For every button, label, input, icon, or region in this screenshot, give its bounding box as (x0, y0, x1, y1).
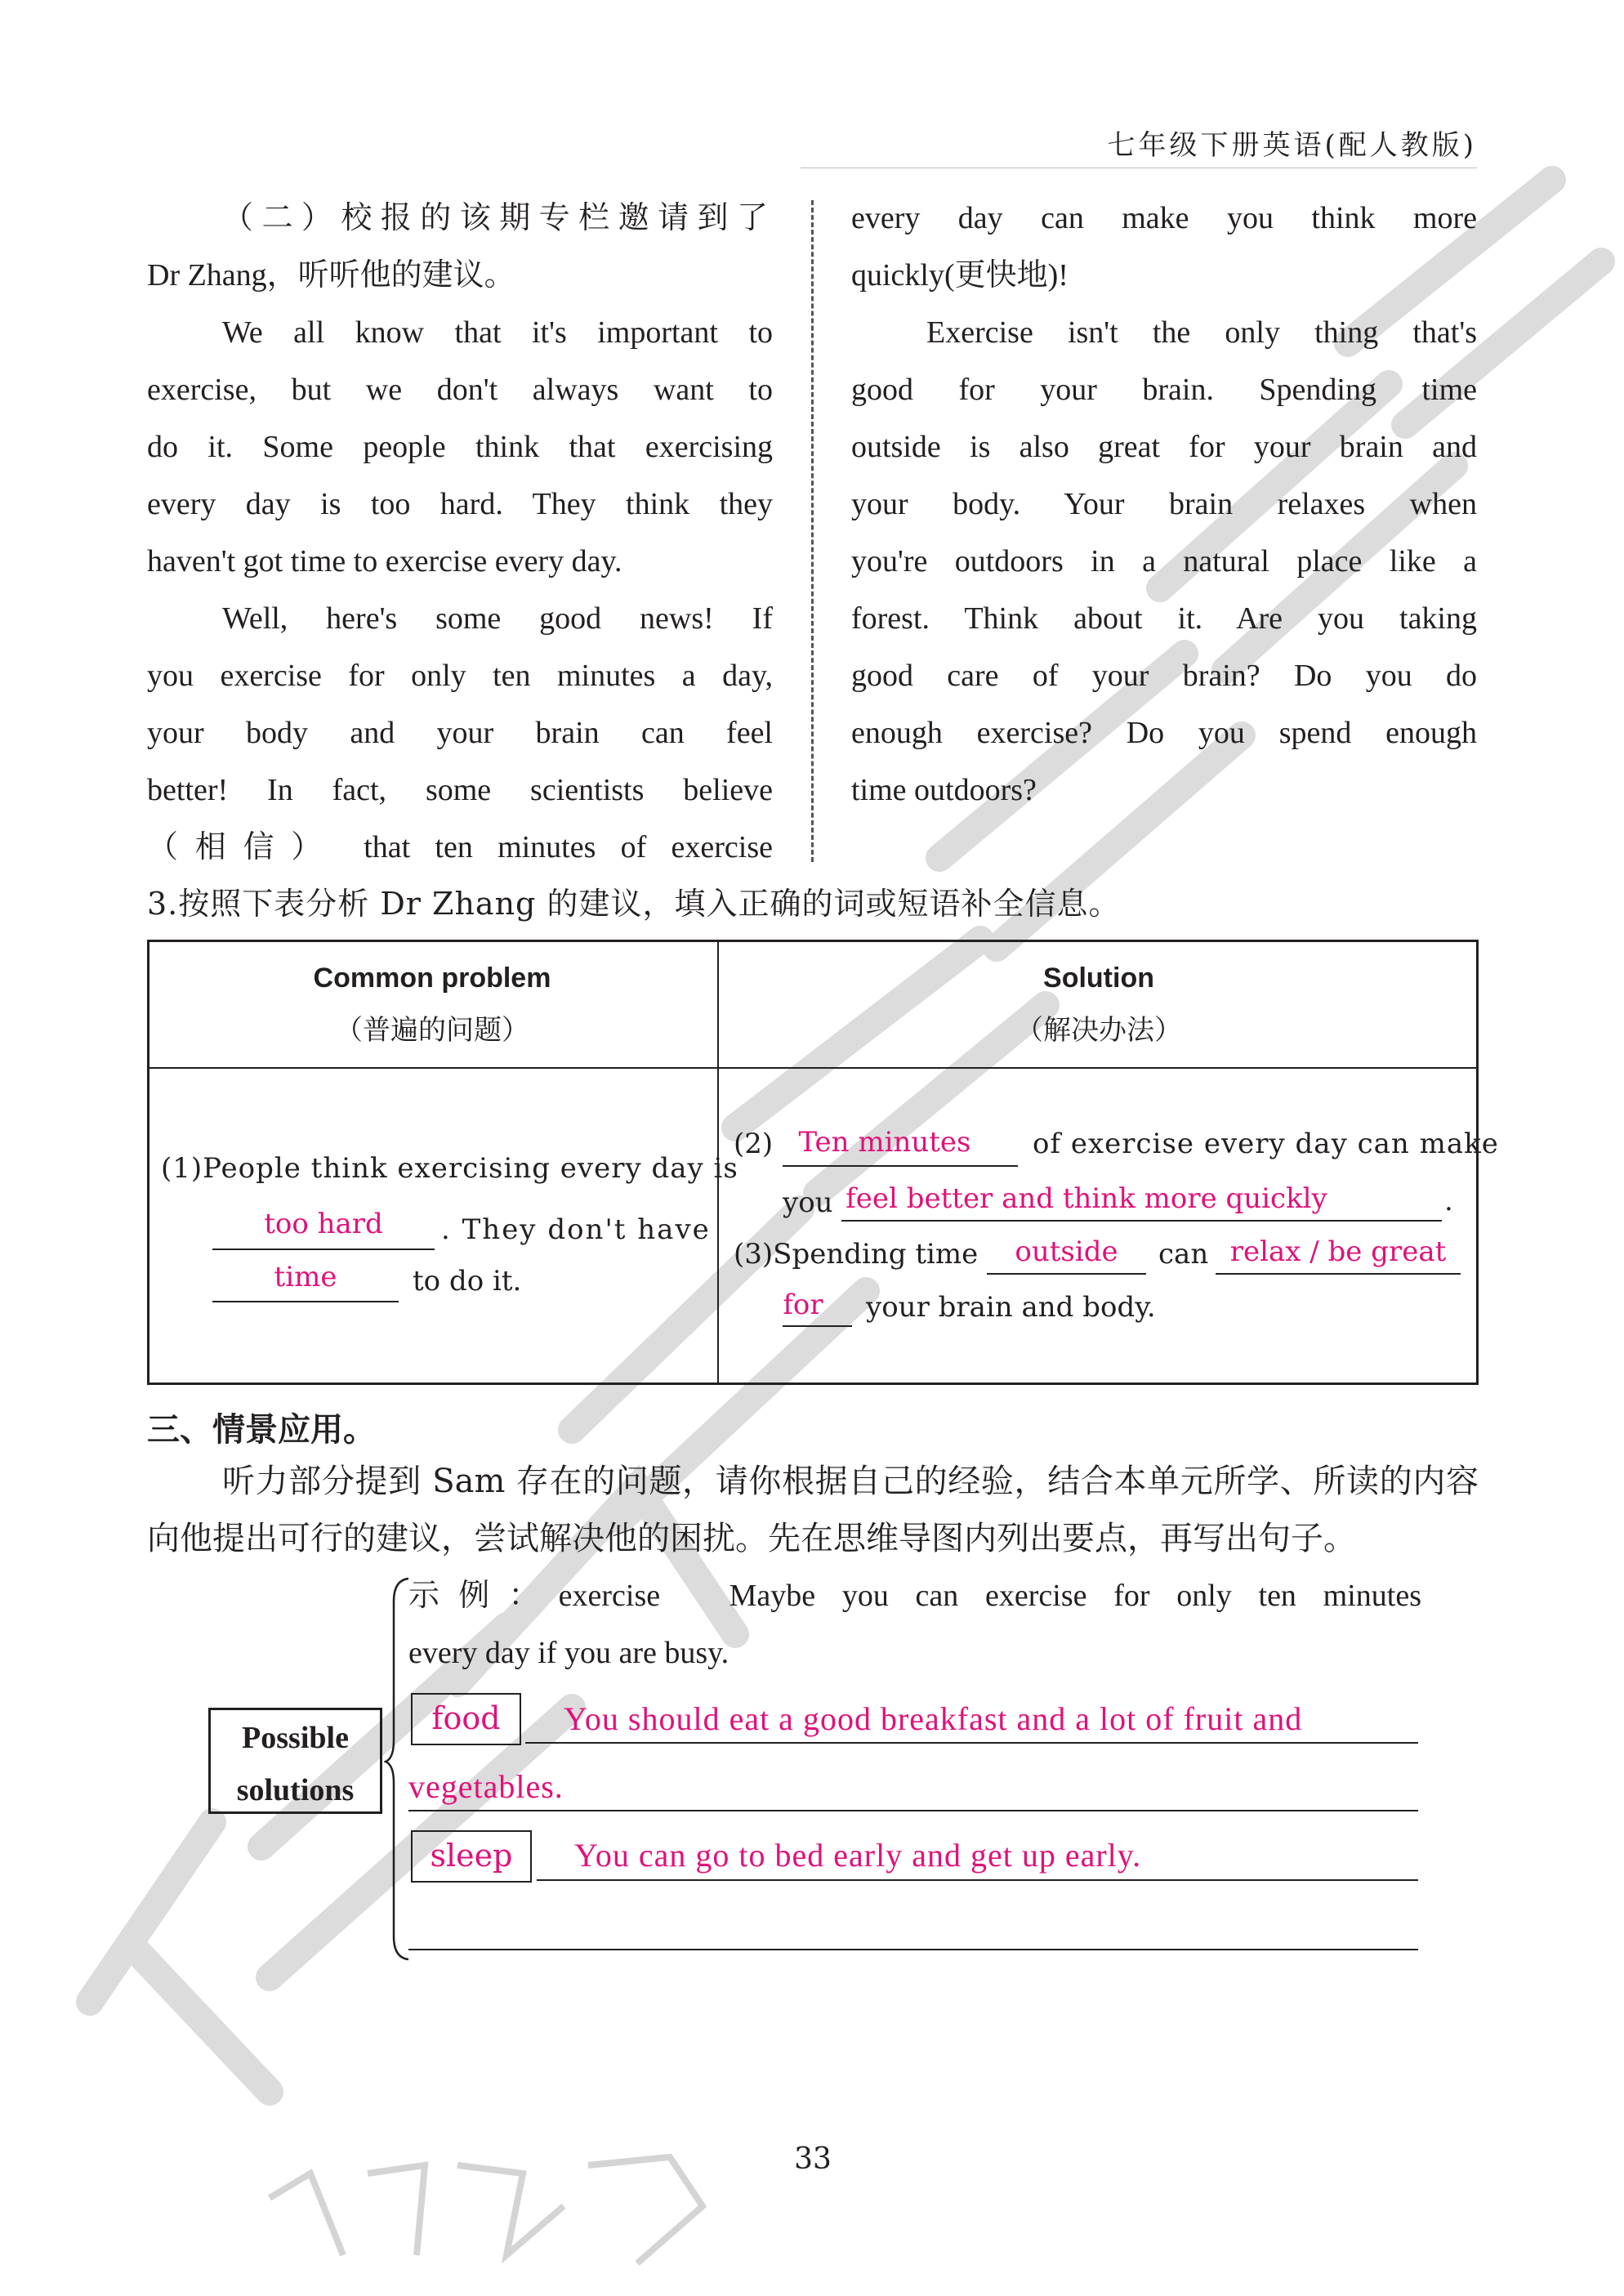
keyword-box-food: food (411, 1693, 521, 1745)
blank-line (987, 1273, 1146, 1275)
blank-line (783, 1165, 1018, 1167)
example-answer (408, 1567, 1421, 1682)
passage-line: （二）校报的该期专栏邀请到了 (222, 201, 773, 235)
passage-line: good for your brain. Spending time (851, 373, 1477, 407)
answer-time: time (274, 1261, 337, 1293)
answer-for: for (783, 1289, 823, 1321)
passage-line: time outdoors? (851, 773, 1037, 807)
passage-right-column (851, 190, 1477, 819)
passage-line: enough exercise? Do you spend enough (851, 716, 1477, 750)
header-label: Solution (1043, 963, 1154, 994)
answer-too-hard: too hard (264, 1208, 383, 1240)
solution-sentence-2: You can go to bed early and get up early. (574, 1837, 1142, 1874)
passage-line: good care of your brain? Do you do (851, 659, 1477, 693)
solution-text-3c: your brain and body. (866, 1291, 1156, 1324)
passage-line: Dr Zhang，听听他的建议。 (147, 258, 515, 293)
solution-label-2: (2) (734, 1128, 774, 1160)
answer-ten-minutes: Ten minutes (798, 1126, 971, 1159)
keyword-box-sleep: sleep (411, 1830, 532, 1883)
instruction-text: 听力部分提到 Sam 存在的问题，请你根据自己的经验，结合本单元所学、所读的内容向他提出可行的建议，尝试解决他的困扰。先在思维导图内列出要点，再写出句子。 (147, 1463, 1479, 1557)
answer-outside: outside (1015, 1235, 1118, 1268)
passage-line: Exercise isn't the only thing that's (926, 315, 1477, 350)
solution-period: . (1444, 1185, 1453, 1217)
passage-line: better! In fact, some scientists believe (147, 773, 773, 807)
passage-line: do it. Some people think that exercising (147, 430, 773, 464)
passage-line: Well, here's some good news! If (222, 601, 773, 636)
solution-sentence-1-cont: vegetables. (408, 1768, 564, 1805)
passage-line: your body. Your brain relaxes when (851, 487, 1477, 521)
passage-line: quickly(更快地)! (851, 258, 1069, 293)
answer-feel-better: feel better and think more quickly (845, 1182, 1327, 1215)
solution-text-2a: of exercise every day can make (1033, 1128, 1499, 1160)
passage-line: every day is too hard. They think they (147, 487, 773, 521)
table-header-solution (719, 952, 1479, 1056)
table-header-problem (147, 952, 717, 1056)
question-3-instruction: 3.按照下表分析 Dr Zhang 的建议，填入正确的词或短语补全信息。 (147, 886, 1121, 922)
passage-line: you're outdoors in a natural place like a (851, 544, 1477, 578)
blank-line (841, 1220, 1442, 1222)
page-header: 七年级下册英语(配人教版) (1107, 129, 1477, 162)
column-divider (811, 200, 814, 862)
solution-text-3a: (3)Spending time (734, 1238, 979, 1271)
passage-line: outside is also great for your brain and (851, 430, 1477, 464)
blank-line (1216, 1273, 1461, 1275)
header-sublabel: （普遍的问题） (335, 1014, 529, 1047)
solution-text-3b: can (1158, 1238, 1209, 1271)
passage-line: We all know that it's important to (222, 315, 773, 350)
passage-line: （相信） that ten minutes of exercise (147, 830, 773, 864)
passage-line: haven't got time to exercise every day. (147, 544, 622, 578)
example-line: 示例：exercise Maybe you can exercise for only ten minutes (408, 1579, 1421, 1613)
passage-left-column (147, 190, 773, 876)
passage-line: you exercise for only ten minutes a day, (147, 659, 773, 693)
blank-line (783, 1325, 852, 1327)
solution-text-2b: you (783, 1186, 833, 1219)
passage-line: every day can make you think more (851, 201, 1477, 235)
header-sublabel: （解决办法） (1015, 1014, 1182, 1047)
table-header-divider (147, 1067, 1479, 1069)
section-instructions (147, 1453, 1479, 1567)
problem-text-3: to do it. (413, 1265, 522, 1298)
answer-line (525, 1742, 1418, 1744)
answer-relax: relax / be great (1229, 1235, 1447, 1268)
example-line: every day if you are busy. (408, 1636, 729, 1670)
header-label: Common problem (313, 963, 551, 994)
passage-line: exercise, but we don't always want to (147, 373, 773, 407)
root-label: Possible (242, 1721, 349, 1755)
problem-text-1: (1)People think exercising every day is (161, 1152, 738, 1185)
answer-line-blank (408, 1949, 1418, 1950)
passage-line: forest. Think about it. Are you taking (851, 601, 1477, 636)
section-title: 三、情景应用。 (147, 1410, 376, 1449)
blank-line (212, 1249, 435, 1250)
page-number: 33 (794, 2142, 832, 2176)
blank-line (212, 1301, 399, 1302)
answer-line (408, 1810, 1418, 1811)
problem-text-2: . They don't have (441, 1213, 711, 1246)
passage-line: your body and your brain can feel (147, 716, 773, 750)
root-label: solutions (236, 1773, 355, 1807)
solution-sentence-1: You should eat a good breakfast and a lot of fruit and (564, 1700, 1303, 1737)
answer-line (537, 1879, 1418, 1881)
mind-map-root (208, 1708, 382, 1814)
